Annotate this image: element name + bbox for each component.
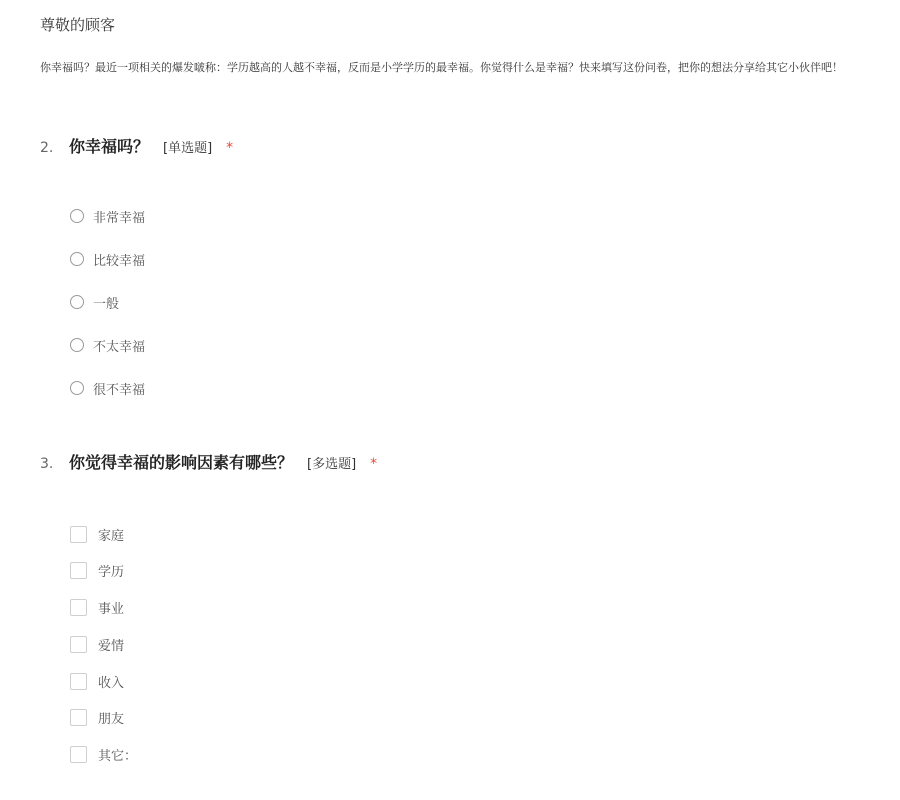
radio-option-average[interactable] (70, 292, 119, 312)
question-title: 你觉得幸福的影响因素有哪些？ (69, 453, 294, 472)
checkbox-option-family[interactable] (70, 524, 124, 544)
question-type-label: [单选题] (163, 141, 213, 156)
required-mark: * (370, 456, 378, 472)
option-label: 比较幸福 (93, 253, 146, 269)
required-mark: * (226, 140, 234, 156)
radio-button[interactable] (70, 381, 84, 395)
option-label: 很不幸福 (93, 382, 146, 398)
question-3-header (40, 450, 377, 476)
radio-button[interactable] (70, 338, 84, 352)
radio-option-not-very-happy[interactable] (70, 335, 145, 355)
checkbox-option-friends[interactable] (70, 707, 124, 727)
checkbox[interactable] (70, 709, 87, 726)
option-label: 家庭 (98, 528, 125, 544)
question-number: 3. (40, 456, 54, 472)
option-label: 不太幸福 (93, 339, 146, 355)
radio-option-very-unhappy[interactable] (70, 378, 145, 398)
radio-button[interactable] (70, 295, 84, 309)
option-label: 学历 (98, 564, 125, 580)
question-2-header (40, 134, 233, 160)
option-label: 其它： (98, 748, 138, 764)
question-type-label: [多选题] (307, 457, 357, 472)
option-label: 非常幸福 (93, 210, 146, 226)
radio-button[interactable] (70, 209, 84, 223)
option-label: 收入 (98, 675, 125, 691)
checkbox[interactable] (70, 746, 87, 763)
option-label: 一般 (93, 296, 120, 312)
survey-greeting: 尊敬的顾客 (40, 16, 116, 34)
checkbox[interactable] (70, 673, 87, 690)
question-number: 2. (40, 140, 54, 156)
checkbox[interactable] (70, 562, 87, 579)
radio-option-fairly-happy[interactable] (70, 249, 145, 269)
checkbox-option-income[interactable] (70, 671, 124, 691)
checkbox-option-career[interactable] (70, 597, 124, 617)
option-label: 爱情 (98, 638, 125, 654)
checkbox[interactable] (70, 599, 87, 616)
checkbox[interactable] (70, 526, 87, 543)
question-title: 你幸福吗？ (69, 137, 150, 156)
checkbox-option-love[interactable] (70, 634, 124, 654)
radio-option-very-happy[interactable] (70, 206, 145, 226)
radio-button[interactable] (70, 252, 84, 266)
checkbox-option-other[interactable] (70, 744, 137, 764)
option-label: 朋友 (98, 711, 125, 727)
survey-intro: 你幸福吗？最近一项相关的爆发啵称：学历越高的人越不幸福，反而是小学学历的最幸福。你觉得什么是幸福？快来填写这份问卷，把你的想法分享给其它小伙伴吧！ (40, 61, 843, 74)
checkbox[interactable] (70, 636, 87, 653)
checkbox-option-education[interactable] (70, 560, 124, 580)
option-label: 事业 (98, 601, 125, 617)
